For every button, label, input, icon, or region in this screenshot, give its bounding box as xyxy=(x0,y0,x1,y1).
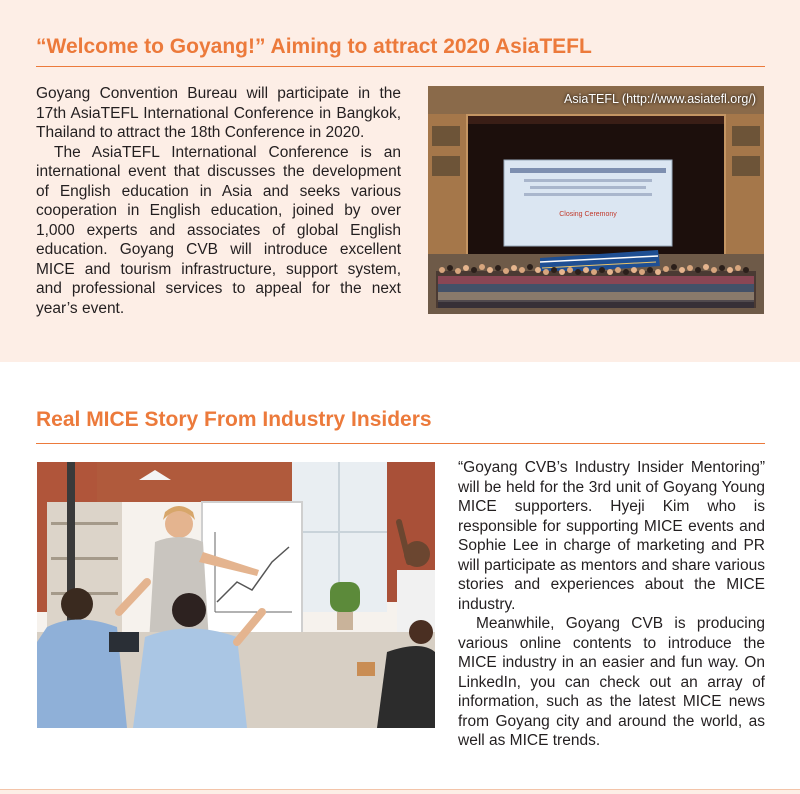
asiatefl-article-text xyxy=(36,84,401,318)
office-meeting-illustration xyxy=(37,462,435,728)
mentoring-photo xyxy=(37,462,435,728)
conference-photo xyxy=(428,86,764,314)
title-divider xyxy=(36,443,765,444)
section-title-asiatefl: “Welcome to Goyang!” Aiming to attract 2020 AsiaTEFL xyxy=(36,35,592,58)
article-paragraph: “Goyang CVB’s Industry Insider Mentoring” will be held for the 3rd unit of Goyang Young MICE supporters. Hyeji Kim who is responsible for supporting MICE events and Sophie Lee in charge of marketing and PR will participate as mentors and share various stories and experiences about the MICE industry. xyxy=(458,459,765,613)
conference-hall-illustration xyxy=(428,86,764,314)
photo-caption: AsiaTEFL (http://www.asiatefl.org/) xyxy=(564,92,756,106)
screen-title: Closing Ceremony xyxy=(559,211,617,218)
article-paragraph: Meanwhile, Goyang CVB is producing various online contents to introduce the MICE industry in an easier and fun way. On LinkedIn, you can check out an array of information, such as the latest MICE news from Goyang city and around the world, as well as MICE trends. xyxy=(458,615,765,749)
article-paragraph: The AsiaTEFL International Conference is an international event that discusses the development of English education in Asia and seeks various cooperation in English education, joined by over 1,000 experts and associates of global English education. Goyang CVB will introduce excellent MICE and tourism infrastructure, support system, and professional services to appeal for the next year’s event. xyxy=(36,143,401,317)
article-paragraph: Goyang Convention Bureau will participate in the 17th AsiaTEFL International Conference in Bangkok, Thailand to attract the 18th Conference in 2020. xyxy=(36,85,401,141)
section-title-mice-story: Real MICE Story From Industry Insiders xyxy=(36,408,432,431)
mice-story-article-text xyxy=(458,458,765,751)
asiatefl-section xyxy=(0,0,800,362)
page-bottom-band xyxy=(0,789,800,794)
title-divider xyxy=(36,66,765,67)
